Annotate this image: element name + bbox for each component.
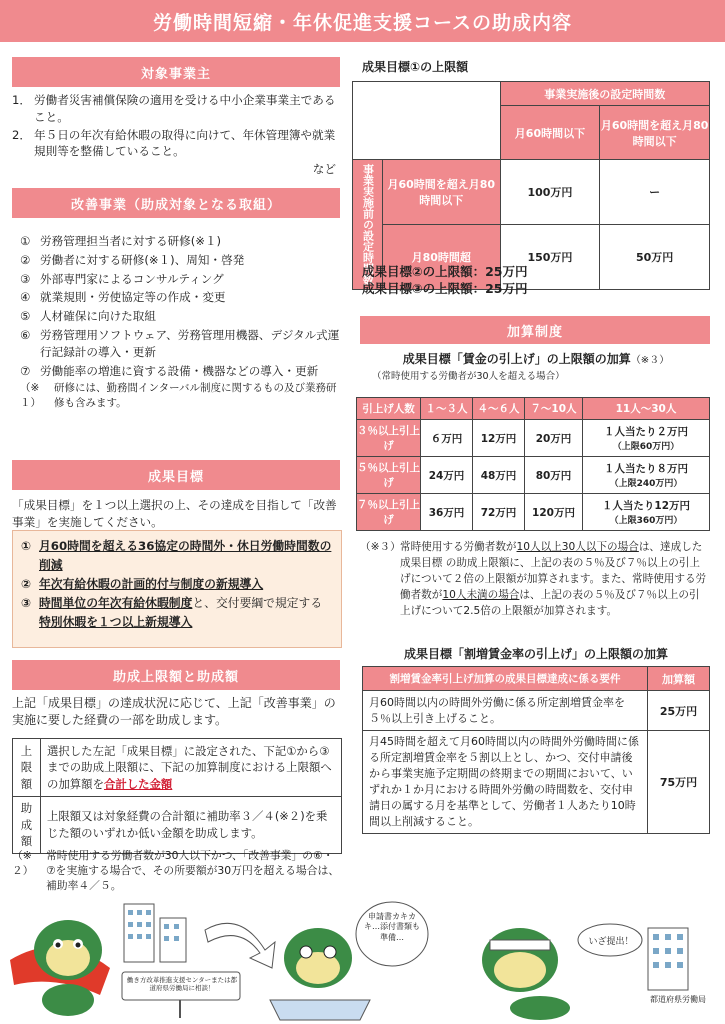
target-header: 対象事業主 (12, 57, 340, 87)
wage-note: （※３） 常時使用する労働者数が10人以上30人以下の場合は、達成した成果目標 の助成上限額に、上記の表の５％及び７％以上の引上げについて２倍の上限額が加算されます。また、常時使用する労働者数が10人未満の場合は、上記の表の５％及び７％以上の引上げについて2.5倍の上限額が加算されます。 (360, 541, 707, 617)
goal1-table (352, 81, 710, 290)
limit-text: 選択した左記「成果目標」に設定された、下記①から③までの助成上限額に、下記の加算制度における上限額への加算額を合計した金額 (41, 739, 342, 797)
building-icon (124, 904, 186, 962)
mascot-writing-icon (270, 928, 370, 1020)
goals-header: 成果目標 (12, 460, 340, 490)
limits-header: 助成上限額と助成額 (12, 660, 340, 690)
page-title: 労働時間短縮・年休促進支援コースの助成内容 (0, 0, 725, 42)
row-label: ７％以上引上げ (357, 494, 421, 531)
list-item: ① 労務管理担当者に対する研修(※１) (20, 234, 222, 248)
limits-table (12, 738, 342, 854)
arrow-icon (205, 923, 275, 968)
table-cell: 120万円 (525, 494, 583, 531)
table-cell: １人当たり８万円 （上限240万円） (583, 457, 710, 494)
bubble-text-2: いざ提出！ (588, 937, 634, 947)
row-label-1: 月60時間を超え月80時間以下 (382, 160, 500, 225)
limits-intro: 上記「成果目標」の達成状況に応じて、上記「改善事業」の実施に要した経費の一部を助成します。 (12, 696, 336, 728)
limit-label: 上限額 (13, 739, 41, 797)
goal-item-3: ③ 時間単位の年次有給休暇制度と、交付要綱で規定する特別休暇を１つ以上新規導入 (21, 595, 323, 629)
projects-section (12, 233, 342, 411)
projects-note: （※１） 研修には、勤務間インターバル制度に関するもの及び業務研修も含みます。 (20, 382, 337, 410)
limits-note: （※２） 常時使用する労働者数が30人以下かつ、「改善事業」の⑥・⑦を実施する場合で、その所要額が30万円を超える場合は、補助率４／５。 (12, 849, 340, 893)
col-header-1: 月60時間以下 (500, 106, 600, 160)
goals-intro: 「成果目標」を１つ以上選択の上、その達成を目指して「改善事業」を実施してください。 (12, 498, 337, 529)
target-section (12, 92, 342, 178)
col-header: 割増賃金率引上げ加算の成果目標達成に係る要件 (363, 667, 648, 691)
list-item: ⑤ 人材確保に向けた取組 (20, 309, 156, 324)
col-header: １～３人 (421, 398, 473, 420)
goal2-limit: 成果目標②の上限額：25万円 (362, 264, 528, 279)
goal3-limit: 成果目標③の上限額：25万円 (362, 281, 528, 296)
table-cell: １人当たり２万円 （上限60万円） (583, 420, 710, 457)
col-header: ４～６人 (473, 398, 525, 420)
col-header: 加算額 (648, 667, 710, 691)
goal1-title: 成果目標①の上限額 (362, 60, 469, 74)
list-item: ② 労働者に対する研修(※１)、周知・啓発 (20, 252, 245, 267)
amount-label: 助成額 (13, 797, 41, 854)
row-label: ３％以上引上げ (357, 420, 421, 457)
mascot-submit-icon (482, 928, 570, 1020)
list-item: ⑦ 労働能率の増進に資する設備・機器などの導入・更新 (20, 363, 319, 378)
row-label-2: 月80時間超 (382, 225, 500, 290)
table-cell: 月45時間を超えて月60時間以内の時間外労働時間に係る所定割増賃金率を５割以上とし、かつ、交付申請後から事業実施予定期間の終期までの期間において、いずれか１か月における時間外労働の時間数を、交付申請日の属する月を基準として、労働者１人あたり10時間以上削減すること。 (363, 731, 648, 834)
list-item: 1． 労働者災害補償保険の適用を受ける中小企業事業主であること。 (12, 93, 336, 124)
table-cell: 100万円 (500, 160, 600, 225)
table-cell: 72万円 (473, 494, 525, 531)
table-cell: 36万円 (421, 494, 473, 531)
col-header: 引上げ人数 (357, 398, 421, 420)
table-cell: 月60時間以内の時間外労働に係る所定割増賃金率を５％以上引き上げること。 (363, 691, 648, 731)
table-cell: ー (600, 160, 710, 225)
list-item: ④ 就業規則・労使協定等の作成・変更 (20, 290, 226, 305)
bubble-text-1: 申請書カキカキ…添付書類も準備… (364, 912, 420, 942)
table-cell: 24万円 (421, 457, 473, 494)
addition-header: 加算制度 (360, 316, 710, 344)
table-cell: 50万円 (600, 225, 710, 290)
wage-title: 成果目標「賃金の引上げ」の上限額の加算（※３） (402, 352, 670, 366)
amount-text: 上限額又は対象経費の合計額に補助率３／４(※２)を乗じた額のいずれか低い金額を助成します。 (41, 797, 342, 854)
etc-text: など (312, 162, 336, 177)
row-label: ５％以上引上げ (357, 457, 421, 494)
goal-item-2: ② 年次有給休暇の計画的付与制度の新規導入 (21, 576, 264, 591)
row-header: 事業実施前の設定時間数 (353, 160, 383, 290)
table-cell: 12万円 (473, 420, 525, 457)
building-label: 都道府県労働局 (650, 995, 706, 1004)
list-item: ⑥ 労務管理用ソフトウェア、労務管理用機器、デジタル式運行記録計の導入・更新 (20, 327, 340, 359)
col-header: 事業実施後の設定時間数 (500, 82, 709, 106)
table-cell: 80万円 (525, 457, 583, 494)
table-cell: 25万円 (648, 691, 710, 731)
overtime-table (362, 666, 710, 834)
table-cell: 75万円 (648, 731, 710, 834)
col-header: 11人～30人 (583, 398, 710, 420)
mascot-hero-icon (10, 920, 110, 1016)
sign-text: 働き方改革推進支援センターまたは都道府県労働局に相談！ (126, 976, 238, 993)
illustration (0, 890, 725, 1024)
wage-subtitle: （常時使用する労働者が30人を超える場合） (372, 371, 565, 382)
goal-item-1: ① 月60時間を超える36協定の時間外・休日労働時間数の削減 (21, 539, 332, 572)
list-item: 2． 年５日の年次有給休暇の取得に向けて、年休管理簿や就業規則等を整備していること。 (12, 127, 336, 159)
col-header-2: 月60時間を超え月80時間以下 (600, 106, 710, 160)
table-cell: 20万円 (525, 420, 583, 457)
col-header: ７～10人 (525, 398, 583, 420)
wage-table (356, 397, 710, 531)
goals-box (12, 530, 342, 648)
table-cell: 48万円 (473, 457, 525, 494)
office-building-icon (648, 928, 688, 990)
table-cell: ６万円 (421, 420, 473, 457)
table-cell: １人当たり12万円 （上限360万円） (583, 494, 710, 531)
list-item: ③ 外部専門家によるコンサルティング (20, 271, 224, 286)
overtime-title: 成果目標「割増賃金率の引上げ」の上限額の加算 (403, 647, 668, 661)
projects-header: 改善事業（助成対象となる取組） (12, 188, 340, 218)
table-cell: 150万円 (500, 225, 600, 290)
